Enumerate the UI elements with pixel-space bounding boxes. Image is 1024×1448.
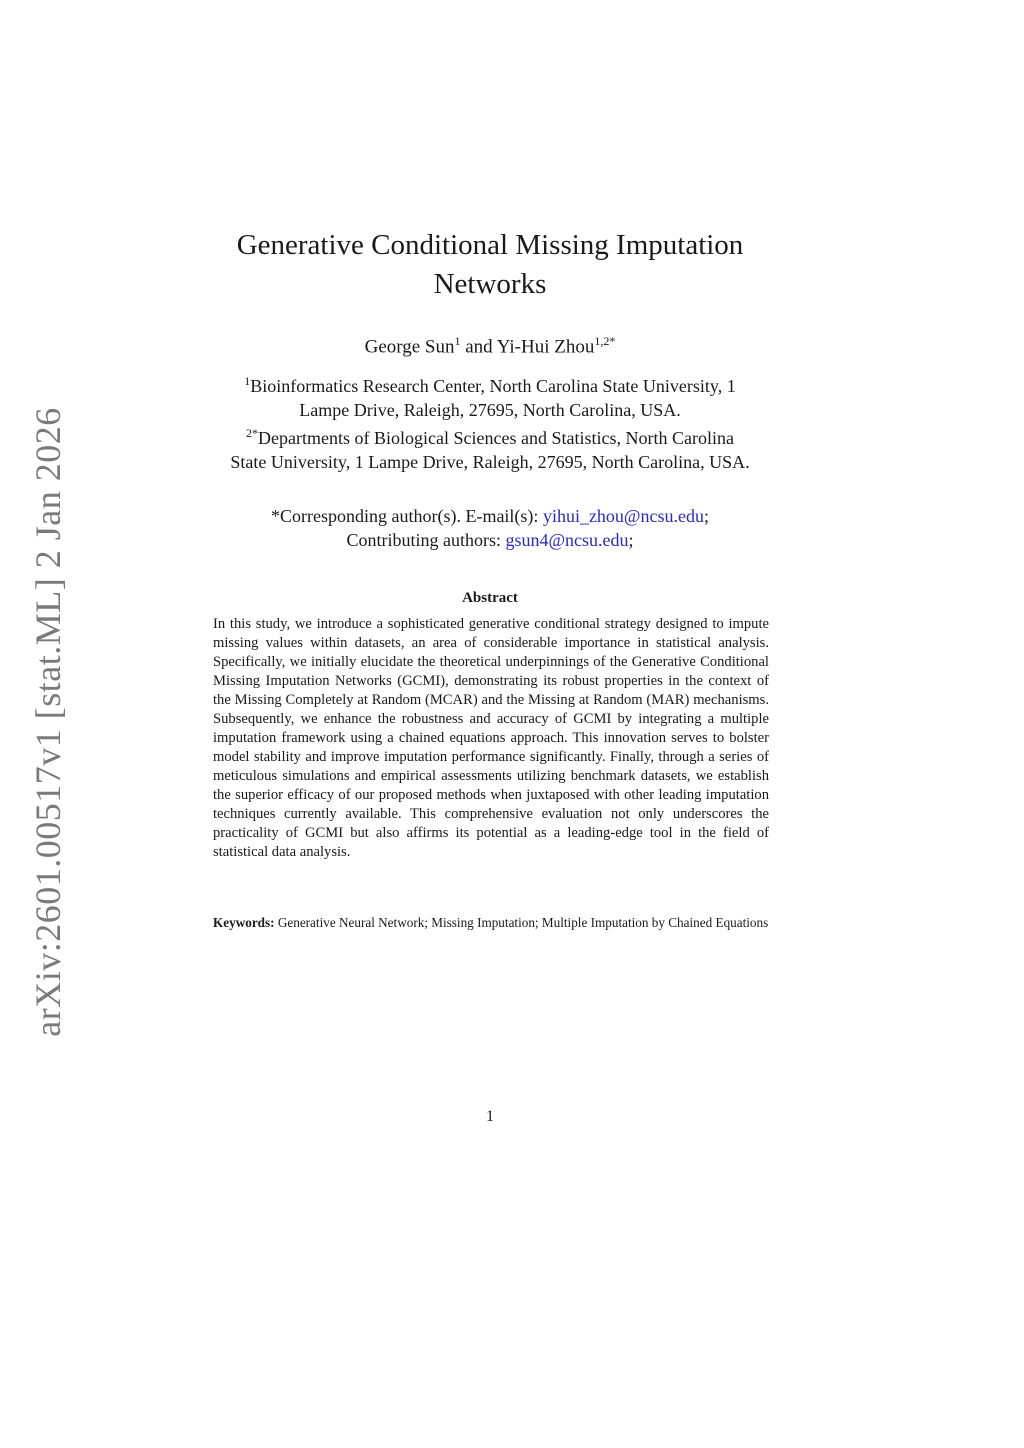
corresponding-email-link[interactable]: yihui_zhou@ncsu.edu (542, 506, 704, 526)
contributing-email-link[interactable]: gsun4@ncsu.edu (505, 529, 629, 550)
author-affiliation-mark: 1,2* (594, 334, 616, 348)
corresponding-author-line (180, 505, 800, 529)
affiliation-text: Departments of Biological Sciences and Statistics, North Carolina (258, 428, 734, 448)
abstract-heading: Abstract (462, 590, 518, 606)
author-name: George Sun (364, 336, 455, 358)
affiliation-mark: 1 (244, 374, 251, 388)
author-affiliation-mark: 1 (454, 334, 461, 348)
contributing-label: Contributing authors: (346, 529, 506, 550)
affiliations (180, 370, 800, 474)
affiliation-1-continued: Lampe Drive, Raleigh, 27695, North Carolina, USA. (299, 399, 681, 420)
author-list (180, 334, 800, 358)
contributing-authors-line (180, 529, 800, 553)
keywords (213, 914, 769, 931)
contributing-suffix: ; (628, 529, 634, 550)
keywords-label: Keywords: (213, 915, 275, 930)
affiliation-2-continued: State University, 1 Lampe Drive, Raleigh, 27695, North Carolina, USA. (230, 451, 750, 472)
affiliation-mark: 2* (246, 426, 259, 440)
author-connector: and (460, 336, 497, 358)
paper-title: Generative Conditional Missing Imputation Networks (236, 229, 744, 300)
correspondence-block (180, 505, 800, 552)
affiliation-2 (180, 422, 800, 451)
arxiv-identifier-stamp: arXiv:2601.00517v1 [stat.ML] 2 Jan 2026 (28, 407, 68, 1037)
corresponding-suffix: ; (704, 506, 710, 526)
affiliation-text: Bioinformatics Research Center, North Carolina State University, 1 (250, 376, 736, 396)
keywords-text: Generative Neural Network; Missing Imputation; Multiple Imputation by Chained Equations (274, 915, 769, 930)
page-number: 1 (486, 1108, 494, 1125)
affiliation-1 (180, 370, 800, 399)
corresponding-label: *Corresponding author(s). E-mail(s): (270, 506, 543, 526)
author-name: Yi-Hui Zhou (496, 336, 595, 358)
abstract-body: In this study, we introduce a sophisticated generative conditional strategy designed to impute missing values within datasets, an area of considerable importance in statistical analysis. Specifically, we initially elucidate the theoretical underpinnings of the Generative Conditional Missing Imputation Networks (GCMI), demonstrating its robust properties in the context of the Missing Completely at Random (MCAR) and the Missing at Random (MAR) mechanisms. Subsequently, we enhance the robustness and accuracy of GCMI by integrating a multiple imputation framework using a chained equations approach. This innovation serves to bolster model stability and improve imputation performance significantly. Finally, through a series of meticulous simulations and empirical assessments utilizing benchmark datasets, we establish the superior efficacy of our proposed methods when juxtaposed with other leading imputation techniques currently available. This comprehensive evaluation not only underscores the practicality of GCMI but also affirms its potential as a leading-edge tool in the field of statistical data analysis. (213, 616, 769, 860)
